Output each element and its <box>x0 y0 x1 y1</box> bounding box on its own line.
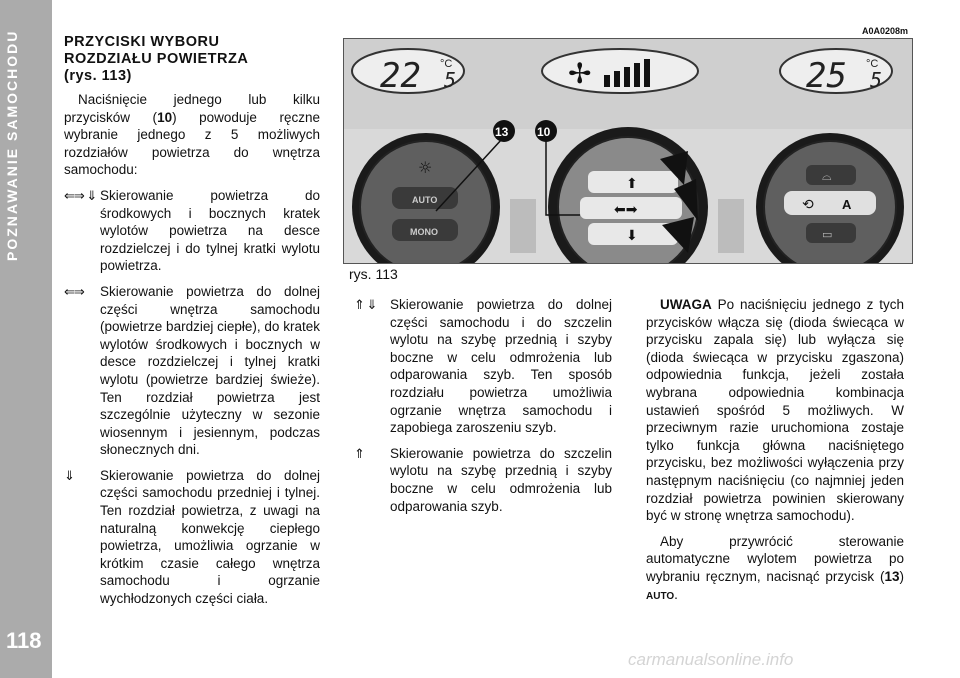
list-item <box>64 283 320 459</box>
fan-level-bar <box>604 75 610 87</box>
figure-code: A0A0208m <box>861 26 908 36</box>
restore-text-b: ) <box>899 568 904 584</box>
list-item-text: Skierowanie powietrza do szczelin wylotu na szybę przednią i szyby boczne w celu odmrożenia lub odparowania szyb. <box>390 445 612 514</box>
list-item <box>354 296 612 437</box>
restore-button-number: 13 <box>884 568 900 584</box>
restore-text-end: . <box>674 586 678 602</box>
right-temp-decimal: 5 <box>870 68 883 92</box>
list-item <box>64 187 320 275</box>
arrow-down-icon: ⇓ <box>64 467 74 483</box>
restore-paragraph <box>646 533 904 605</box>
recirculation-icon: ⟲ <box>802 197 814 213</box>
climate-panel-illustration <box>344 39 912 263</box>
callout-13: 13 <box>495 125 509 139</box>
list-item <box>64 467 320 608</box>
climate-panel-figure <box>343 26 913 264</box>
list-item-text: Skierowanie powietrza do dolnej części samochodu przedniej i tylnej. Ten rozdział powietrza, z uwagi na naturalną konwekcję ciepłego powietrza, umożliwia ogrzanie w krótkim czasie całego wnętrza samochodu i ogrzanie wychłodzonych części ciała. <box>100 467 320 607</box>
windscreen-defrost-icon: ⌓ <box>822 169 832 183</box>
fan-icon: ✢ <box>568 57 592 90</box>
intro-text-b: ) powoduje ręczne wybranie jednego z 5 możliwych rozdziałów powietrza do wnętrza samochodu: <box>64 109 320 178</box>
note-paragraph <box>646 296 904 525</box>
fan-level-bar <box>624 67 630 87</box>
arrows-icon: ⇐⇒ ⇓ <box>64 187 97 203</box>
figure-caption: rys. 113 <box>349 266 398 282</box>
page-number: 118 <box>6 628 42 653</box>
section-title: POZNAWANIE SAMOCHODU <box>4 30 20 262</box>
left-temp-decimal: 5 <box>444 68 457 92</box>
list-item <box>354 445 612 515</box>
right-vent-grille <box>718 199 744 253</box>
sun-icon: ☼ <box>418 158 433 177</box>
left-temp-value: 22 <box>380 56 421 96</box>
arrow-up-icon: ⇑ <box>354 445 364 461</box>
sidebar <box>0 0 52 678</box>
middle-column <box>354 296 612 523</box>
restore-text-a: Aby przywrócić sterowanie automatyczne wylotem powietrza po wybraniu ręcznym, nacisnąć przycisk ( <box>646 533 904 584</box>
restore-auto-label: AUTO <box>646 590 675 602</box>
arrows-up-down-icon: ⇑ ⇓ <box>354 297 377 312</box>
left-vent-grille <box>510 199 536 253</box>
rear-defrost-icon: ▭ <box>822 228 833 241</box>
list-item-text: Skierowanie powietrza do dolnej części wnętrza samochodu (powietrze bardziej ciepłe), do kratek wylotów środkowych i bocznych w desce rozdzielczej i tylnej kratki wylotu (powietrze bardziej świeże). Ten rozdział powietrza jest szczególnie użyteczny w sezonie wiosennym i jesiennym, podczas słonecznych dni. <box>100 283 320 458</box>
right-temp-unit: °C <box>866 58 879 70</box>
heading-line-2: ROZDZIAŁU POWIETRZA <box>64 51 249 67</box>
intro-paragraph <box>64 91 320 179</box>
right-temp-value: 25 <box>806 56 847 96</box>
left-temp-unit: °C <box>440 58 453 70</box>
fan-level-bar <box>614 71 620 87</box>
fan-level-bar <box>644 59 650 87</box>
arrows-lr-icon: ⬅➡ <box>614 202 638 218</box>
left-column <box>64 34 320 616</box>
recirculation-button <box>784 191 876 215</box>
a-label: A <box>842 197 852 212</box>
heading-line-3: (rys. 113) <box>64 68 132 84</box>
note-label: UWAGA <box>660 297 712 312</box>
section-heading <box>64 34 320 85</box>
note-text: Po naciśnięciu jednego z tych przycisków włącza się (dioda świecąca w przycisku zapala się) lub wyłącza się (dioda świecąca w przycisku zgaszona) odpowiednia funkcja, jeżeli została wybrana odpowiednia kombinacja ustawień spośród 5 możliwych. W przeciwnym razie uruchomiona zostaje tylko funkcja główna naciśniętego przycisku, bez możliwości wyłączenia przy następnym naciśnięciu (co najmniej jeden rozdział powietrza powinien skierowany być w stronę wnętrza samochodu). <box>646 297 904 524</box>
heading-line-1: PRZYCISKI WYBORU <box>64 34 220 50</box>
list-item-text: Skierowanie powietrza do dolnej części samochodu i do szczelin wylotu na szybę przednią i szyby boczne w celu odmrożenia lub odparowania szyb. Ten sposób rozdziału powietrza umożliwia ogrzanie wnętrza samochodu i zapobiega zaroszeniu szyb. <box>390 297 612 436</box>
arrow-down-icon: ⬇ <box>626 228 638 244</box>
callout-10: 10 <box>537 125 551 139</box>
mono-button-label: MONO <box>410 227 438 237</box>
watermark: carmanualsonline.info <box>628 650 794 669</box>
list-item-text: Skierowanie powietrza do środkowych i bocznych kratek wylotów powietrza na desce rozdzielczej i do tylnej kratki wylotu powietrza. <box>100 187 320 274</box>
fan-level-bar <box>634 63 640 87</box>
intro-text-a: Naciśnięcie jednego lub kilku przycisków ( <box>64 92 320 125</box>
right-column <box>646 296 904 613</box>
arrows-icon: ⇐⇒ <box>64 283 84 299</box>
arrow-up-icon: ⬆ <box>626 176 638 192</box>
auto-button-label: AUTO <box>412 195 438 205</box>
intro-button-number: 10 <box>157 109 173 125</box>
